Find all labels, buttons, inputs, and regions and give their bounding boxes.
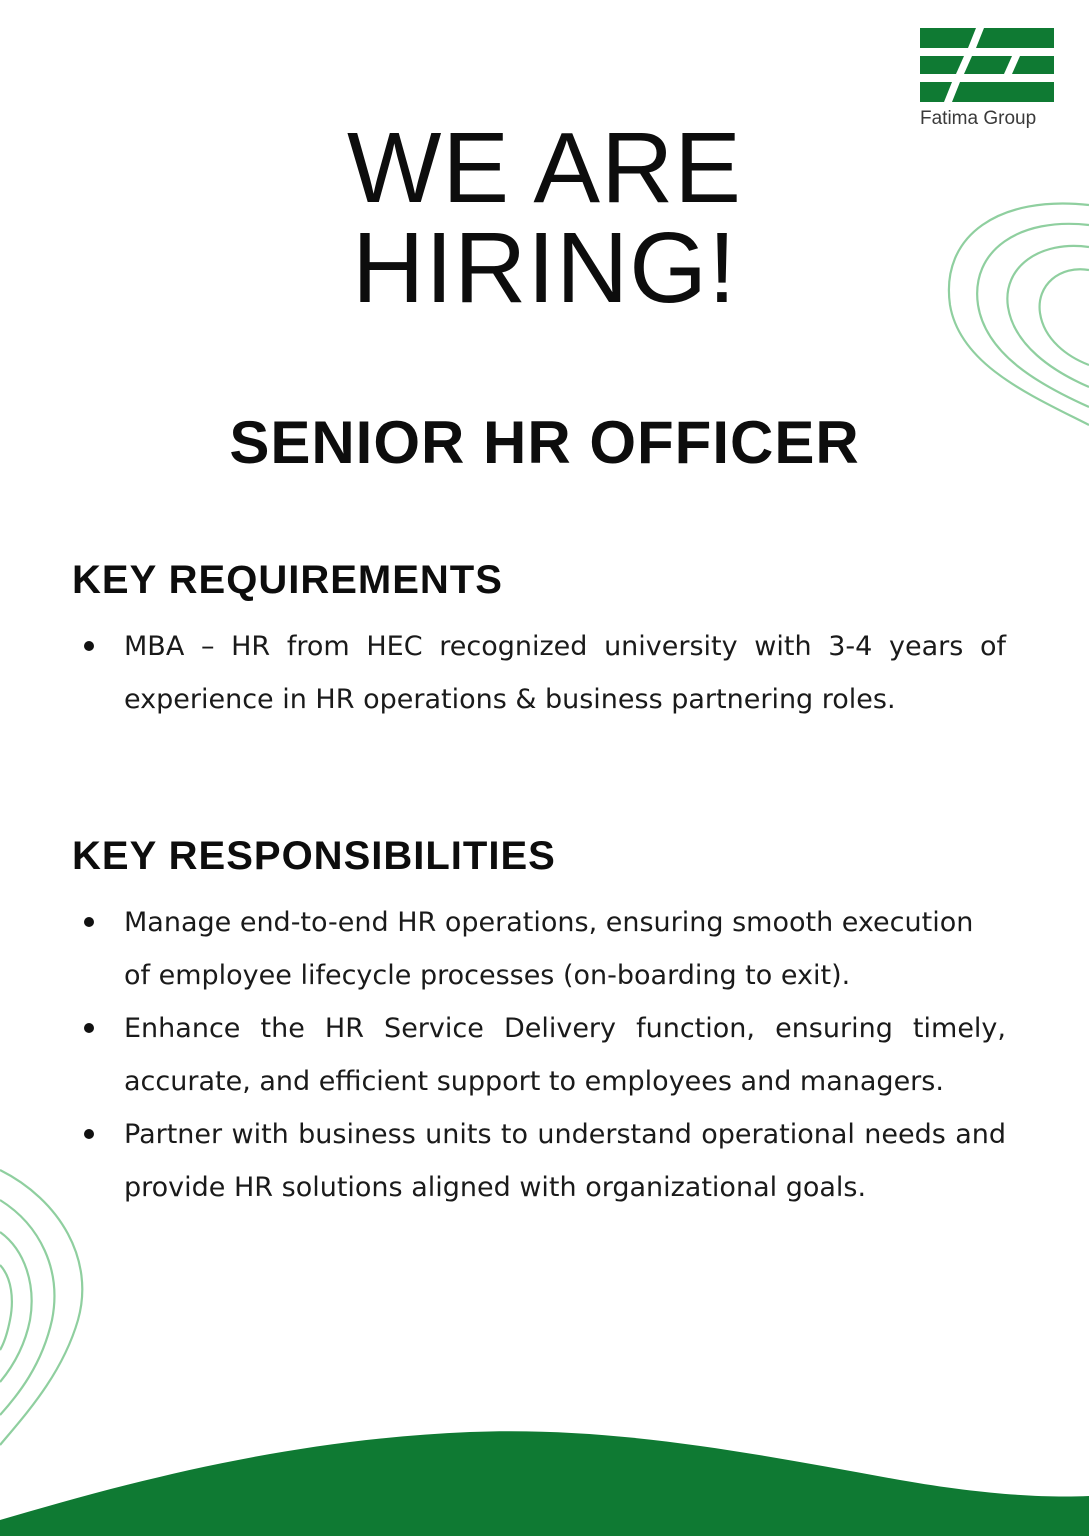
responsibility-item [72,1108,1006,1214]
responsibility-text: Enhance the HR Service Delivery function, ensuring timely, accurate, and efficient support to employees and managers. [124,1013,1006,1097]
responsibility-text: Manage end-to-end HR operations, ensuring smooth execution of employee lifecycle processes (on-boarding to exit). [124,907,974,991]
company-logo [918,26,1060,130]
bottom-green-wave [0,1410,1089,1536]
bullet-dot-icon [84,1129,94,1139]
hiring-headline [0,112,1089,324]
requirements-heading: KEY REQUIREMENTS [72,558,503,602]
headline-line-2: HIRING! [352,212,737,324]
bullet-dot-icon [84,1023,94,1033]
responsibilities-heading: KEY RESPONSIBILITIES [72,834,556,878]
job-title: SENIOR HR OFFICER [229,409,860,476]
responsibility-text: Partner with business units to understand operational needs and provide HR solutions aligned with organizational goals. [124,1119,1006,1203]
responsibilities-list [72,896,1006,1214]
responsibility-item [72,1002,1006,1108]
company-name: Fatima Group [920,108,1037,129]
bullet-dot-icon [84,917,94,927]
requirements-list [72,620,1006,726]
fatima-group-logo-icon [918,26,1056,104]
bullet-dot-icon [84,641,94,651]
requirement-text: MBA – HR from HEC recognized university with 3-4 years of experience in HR operations & business partnering roles. [124,631,1006,715]
responsibility-item [72,896,1006,1002]
headline-line-1: WE ARE [347,112,742,224]
requirement-item [72,620,1006,726]
